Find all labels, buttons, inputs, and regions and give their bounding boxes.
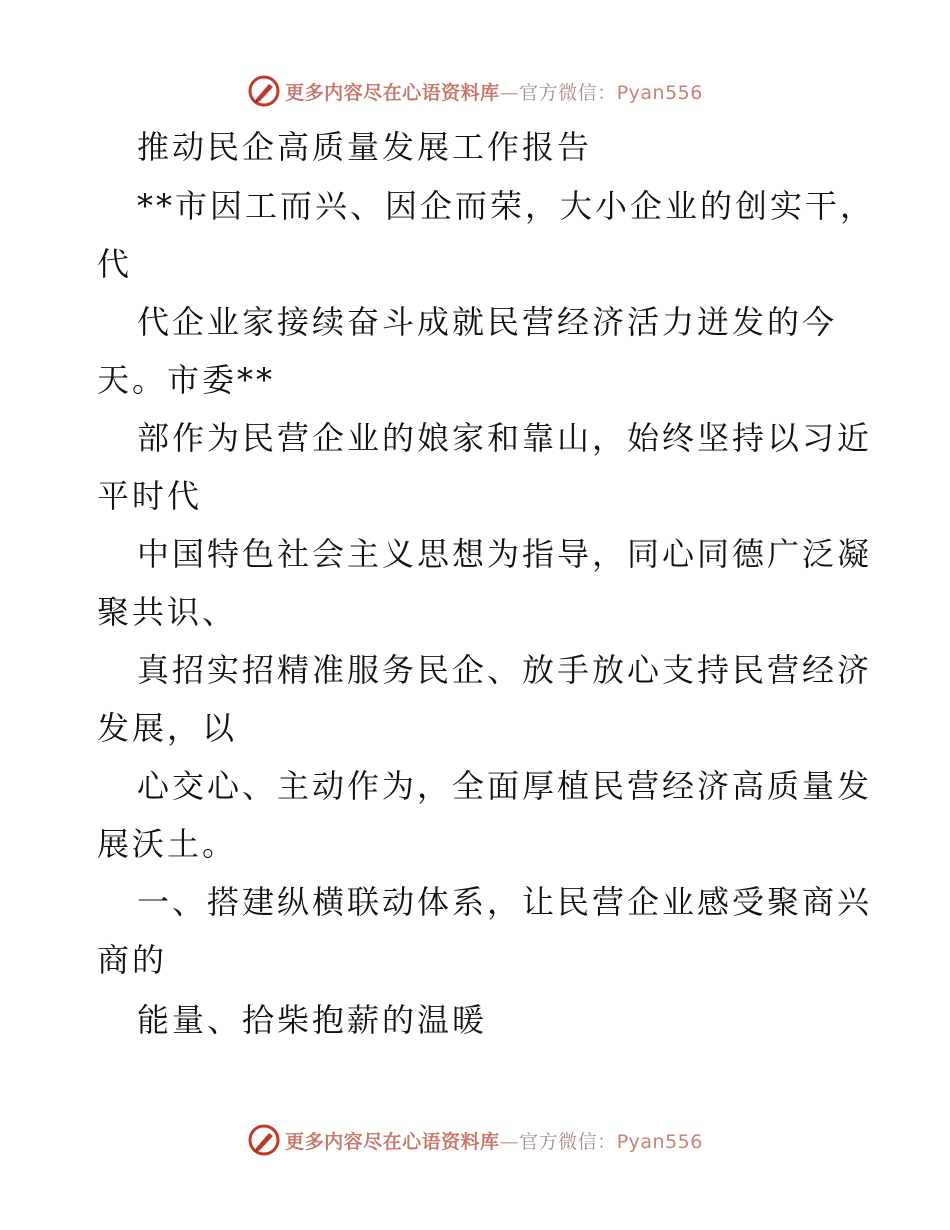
document-title: 推动民企高质量发展工作报告 (137, 128, 593, 166)
section-heading-line: 能量、拾柴抱薪的温暖 (137, 1001, 488, 1039)
paragraph-line: 天。市委** (97, 361, 276, 399)
watermark-sub-text: 官方微信： (519, 1130, 617, 1153)
pen-logo-icon (247, 74, 281, 108)
paragraph-line: 部作为民营企业的娘家和靠山，始终坚持以习近 (137, 419, 873, 457)
paragraph-line: 展沃土。 (97, 825, 238, 863)
paragraph-line: **市因工而兴、因企而荣，大小企业的创实干， (137, 187, 876, 225)
watermark-main-text: 更多内容尽在心语资料库 (285, 1130, 500, 1153)
watermark-id-text: Pyan556 (616, 1130, 703, 1153)
paragraph-line: 中国特色社会主义思想为指导，同心同德广泛凝 (137, 535, 873, 573)
paragraph-line: 代 (97, 245, 133, 283)
watermark-id-text: Pyan556 (616, 81, 703, 104)
section-heading-line: 商的 (97, 941, 168, 979)
watermark-separator: — (499, 81, 520, 104)
section-heading-line: 一、搭建纵横联动体系，让民营企业感受聚商兴 (137, 883, 873, 921)
paragraph-line: 发展，以 (97, 709, 238, 747)
paragraph-line: 心交心、主动作为，全面厚植民营经济高质量发 (137, 767, 873, 805)
footer-watermark (0, 1120, 950, 1160)
header-watermark (0, 71, 950, 111)
paragraph-line: 平时代 (97, 477, 203, 515)
watermark-separator: — (499, 1130, 520, 1153)
paragraph-line: 真招实招精准服务民企、放手放心支持民营经济 (137, 651, 873, 689)
watermark-main-text: 更多内容尽在心语资料库 (285, 81, 500, 104)
pen-logo-icon (247, 1123, 281, 1157)
paragraph-line: 聚共识、 (97, 593, 238, 631)
paragraph-line: 代企业家接续奋斗成就民营经济活力迸发的今 (137, 303, 838, 341)
watermark-sub-text: 官方微信： (519, 81, 617, 104)
